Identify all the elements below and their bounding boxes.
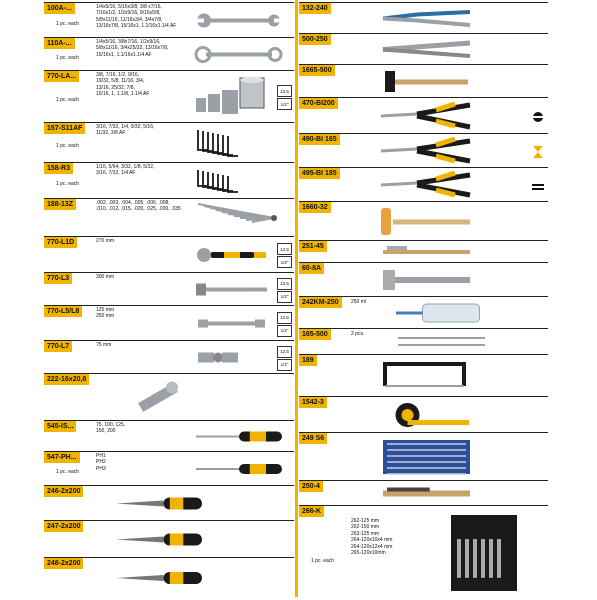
catalog-row — [299, 2, 548, 34]
locking-pliers-icon — [379, 37, 474, 67]
quantity-note: 1 pc. each — [56, 469, 80, 475]
equals-symbol-icon — [532, 179, 544, 197]
catalog-row — [44, 272, 294, 306]
item-description: 3/8, 7/16, 1/2, 9/16, 19/32, 5/8, 11/16, 3/4, 13/16, 25/32, 7/8, 15/16, 1, 1.1/8, 1.1/4 AF — [96, 72, 150, 98]
catalog-row — [299, 328, 548, 355]
catalog-row — [44, 198, 294, 237]
catalog-row — [299, 432, 548, 481]
spark-plug-wrench-icon — [134, 377, 224, 423]
item-code: 770-L5/L8 — [44, 306, 82, 317]
item-code: 251-45 — [299, 241, 327, 252]
drive-size-badge: 12,5 — [277, 85, 292, 97]
drive-size-badge: 12,5 — [277, 243, 292, 255]
oil-can-icon — [394, 300, 489, 331]
catalog-row — [44, 485, 294, 521]
hacksaw-icon — [379, 358, 474, 399]
item-code: 165-500 — [299, 329, 331, 340]
combination-pliers-icon — [379, 171, 474, 204]
water-pump-pliers-icon — [379, 6, 474, 36]
item-description: 75, 100, 125, 150, 200 — [96, 422, 126, 435]
catalog-row — [44, 520, 294, 558]
item-code: 110A-... — [44, 38, 75, 49]
catalog-row — [44, 37, 294, 71]
item-code: 242KM-250 — [299, 297, 342, 308]
tape-measure-icon — [379, 400, 474, 435]
item-description: 300 mm — [96, 274, 115, 280]
side-cutter-icon — [379, 137, 474, 170]
item-code: 770-L7 — [44, 341, 72, 352]
item-code: 60-8A — [299, 263, 324, 274]
file-round-icon — [114, 561, 204, 600]
drive-size-badge: 12,5 — [277, 346, 292, 358]
item-code: 1660-32 — [299, 202, 331, 213]
catalog-row — [299, 262, 548, 297]
file-half-round-icon — [114, 524, 204, 560]
flat-symbol-icon — [532, 110, 544, 128]
item-code: 547-PH... — [44, 452, 80, 463]
tommy-bar-icon — [194, 276, 269, 308]
item-description: .002, .003, .004, .005, .006, .008, .010, .012, .015, .020, .025, .030, .035 — [96, 200, 181, 213]
item-code: 250-4 — [299, 481, 323, 492]
catalog-row — [44, 340, 294, 374]
left-column — [44, 0, 294, 597]
item-code: 1542-3 — [299, 397, 327, 408]
drive-size-badge: 1/2" — [277, 291, 292, 303]
catalog-row — [44, 70, 294, 123]
item-code: 246-2x200 — [44, 486, 83, 497]
catalog-row — [44, 305, 294, 341]
item-description: PH1 PH2 PH3 — [96, 453, 106, 472]
quantity-note: 1 pc. each — [311, 558, 335, 564]
catalog-row — [299, 33, 548, 65]
drive-size-badge: 1/2" — [277, 256, 292, 268]
item-description: 250 ml — [351, 299, 367, 305]
catalog-row — [299, 396, 548, 433]
item-description: 262-125 mm 262-150 mm 263-125 mm 264-120x10x4 mm 264-120x12x4 mm 265-120x10mm — [351, 518, 393, 557]
item-code: 470-BI200 — [299, 98, 338, 109]
item-code: 132-240 — [299, 3, 331, 14]
item-code: 157-S11AF — [44, 123, 85, 134]
item-code: 770-LA... — [44, 71, 79, 82]
item-code: 158-R3 — [44, 163, 73, 174]
catalog-row — [299, 354, 548, 397]
item-code: 247-2x200 — [44, 521, 83, 532]
drive-size-badge: 1/2" — [277, 325, 292, 337]
drive-size-badge: 12,5 — [277, 312, 292, 324]
catalog-row — [299, 133, 548, 168]
universal-joint-icon — [194, 344, 269, 376]
catalog-row — [44, 557, 294, 598]
file-box-icon — [379, 436, 474, 483]
catalog-row — [299, 296, 548, 329]
item-code: 189 — [299, 355, 317, 366]
catalog-row — [299, 505, 548, 598]
feeler-gauge-icon — [194, 202, 284, 239]
catalog-row — [44, 2, 294, 38]
catalog-row — [299, 167, 548, 202]
item-code: 1665-500 — [299, 65, 335, 76]
catalog-row — [299, 64, 548, 98]
item-code: 222-16x20,8 — [44, 374, 89, 385]
quantity-note: 1 pc. each — [56, 20, 80, 27]
catalog-row — [44, 420, 294, 452]
ring-spanner-icon — [194, 41, 284, 73]
item-code: 545-IS... — [44, 421, 76, 432]
item-code: 770-L3 — [44, 273, 72, 284]
item-description: 270 mm — [96, 238, 115, 244]
hourglass-symbol-icon — [532, 145, 544, 164]
catalog-row — [299, 97, 548, 134]
screwdriver-phillips-icon — [194, 455, 284, 488]
item-code: 248-2x200 — [44, 558, 83, 569]
catalog-row — [44, 162, 294, 199]
catalog-row — [44, 122, 294, 163]
quantity-note: 1 pc. each — [56, 97, 80, 103]
catalog-row — [44, 451, 294, 486]
extension-bar-icon — [194, 309, 269, 343]
ratchet-icon — [194, 240, 269, 275]
item-code: 100A-... — [44, 3, 75, 14]
item-code: 249 S6 — [299, 433, 327, 444]
item-description: 75 mm — [96, 342, 112, 348]
catalog-row — [299, 240, 548, 263]
column-divider — [295, 0, 298, 597]
item-description: 1/4x5/16, 5/16x3/8, 3/8 x7/16, 7/16x1/2, 1/2x9/16, 9/16x5/8, 5/8x11/16, 11/16x3/4, 3/4x7/8, 13/16x7/8, 15/16x1, 1.1/16x1.1/4 AF — [96, 4, 177, 30]
catalog-row — [299, 201, 548, 241]
item-description: 1/4x5/16, 3/8x7/16, 1/2x9/16, 5/8x11/16, 3/4x25/32, 13/16x7/8, 15/16x1, 1.1/16x1.1/4 AF — [96, 39, 169, 58]
drive-size-badge: 1/2" — [277, 359, 292, 371]
item-description: 3/16, 7/32, 1/4, 9/32, 5/16, 11/32, 3/8 AF — [96, 124, 155, 137]
drive-size-badge: 1/2" — [277, 98, 292, 110]
item-code: 500-250 — [299, 34, 331, 45]
sockets-icon — [194, 74, 269, 125]
item-code: 266-K — [299, 506, 324, 517]
item-code: 490-BI 165 — [299, 134, 340, 145]
hex-key-set-icon — [194, 126, 284, 165]
catalog-row — [44, 236, 294, 273]
quantity-note: 1 pc. each — [56, 181, 80, 187]
soft-mallet-icon — [379, 205, 474, 243]
item-code: 770-L1D — [44, 237, 77, 248]
screwdriver-flat-icon — [194, 424, 284, 454]
item-description: 1/16, 5/64, 3/32, 1/8, 5/32, 3/16, 7/32, 1/4 AF — [96, 164, 155, 177]
quantity-note: 1 pc. each — [56, 143, 80, 149]
catalog-row — [44, 373, 294, 421]
punch-set-icon — [449, 509, 519, 600]
long-nose-pliers-icon — [379, 101, 474, 136]
file-flat-icon — [114, 489, 204, 523]
item-description: 2 pcs. — [351, 331, 365, 337]
item-code: 495-BI 185 — [299, 168, 340, 179]
adjustable-wrench-icon — [379, 266, 474, 299]
catalog-row — [299, 480, 548, 506]
drive-size-badge: 12,5 — [277, 278, 292, 290]
right-column — [299, 0, 548, 597]
hex-key-set-2-icon — [194, 166, 284, 201]
item-description: 125 mm 250 mm — [96, 307, 115, 320]
item-code: 188-13Z — [44, 199, 76, 210]
quantity-note: 1 pc. each — [56, 54, 80, 61]
open-end-spanner-icon — [194, 6, 284, 40]
hammer-icon — [379, 68, 474, 100]
